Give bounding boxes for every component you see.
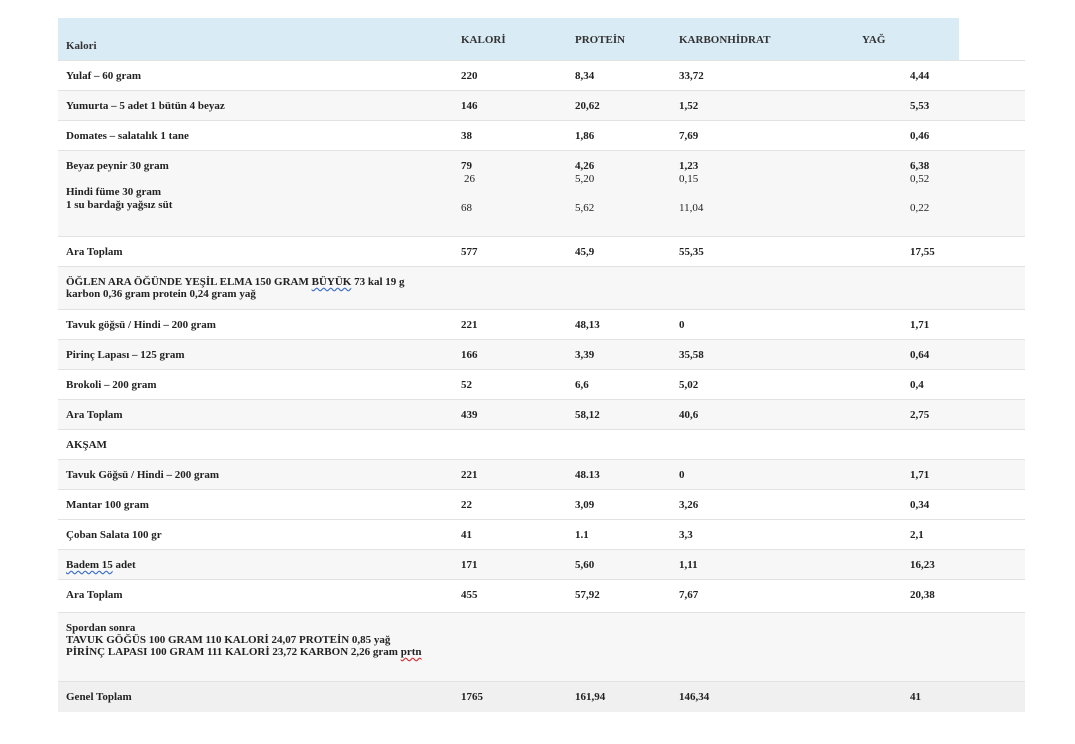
carb-value: 5,02 (679, 379, 699, 391)
fat-value: 6,38 (910, 160, 930, 172)
table-row (58, 519, 1025, 550)
calorie-value: 166 (461, 349, 478, 361)
carb-value: 3,3 (679, 529, 693, 541)
food-name: Tavuk Göğsü / Hindi – 200 gram (66, 469, 220, 481)
carb-value: 35,58 (679, 349, 704, 361)
noon-note-text: ÖĞLEN ARA ÖĞÜNDE YEŞİL ELMA 150 GRAM (66, 276, 312, 288)
fat-value: 0,22 (910, 202, 930, 214)
food-name: Yulaf – 60 gram (66, 70, 142, 82)
section-noon (58, 266, 1025, 310)
carb-value: 0 (679, 469, 685, 481)
post-workout-text: TAVUK GÖĞÜS 100 GRAM 110 KALORİ 24,07 PROTEİN 0,85 yağ (66, 634, 391, 646)
fat-value: 5,53 (910, 100, 930, 112)
calorie-value: 455 (461, 589, 478, 601)
header-protein: PROTEİN (575, 34, 626, 46)
protein-value: 48,13 (575, 319, 600, 331)
subtotal-label: Ara Toplam (66, 589, 123, 601)
protein-value: 5,62 (575, 202, 595, 214)
food-name: Domates – salatalık 1 tane (66, 130, 189, 142)
food-name: 1 su bardağı yağsız süt (66, 199, 173, 211)
food-name: Tavuk göğsü / Hindi – 200 gram (66, 319, 216, 331)
protein-value: 3,39 (575, 349, 595, 361)
noon-note-text: BÜYÜK (311, 276, 352, 288)
food-name (66, 559, 136, 571)
table-row (58, 369, 1025, 400)
subtotal-row (58, 579, 1025, 613)
protein-value: 1,86 (575, 130, 595, 142)
protein-value: 5,60 (575, 559, 595, 571)
calorie-value: 577 (461, 246, 478, 258)
table-row (58, 120, 1025, 151)
food-name: Beyaz peynir 30 gram (66, 160, 169, 172)
header-calorie: KALORİ (461, 34, 506, 46)
subtotal-row (58, 399, 1025, 430)
calorie-value: 38 (461, 130, 472, 142)
table-row (58, 90, 1025, 121)
calorie-value: 146 (461, 100, 478, 112)
noon-note (66, 276, 405, 300)
protein-value: 8,34 (575, 70, 595, 82)
fat-value: 41 (910, 691, 921, 703)
table-row-multi (58, 150, 1025, 237)
calorie-value: 221 (461, 469, 478, 481)
fat-value: 1,71 (910, 469, 930, 481)
fat-value: 16,23 (910, 559, 935, 571)
fat-value: 4,44 (910, 70, 930, 82)
noon-note-text: karbon 0,36 gram protein 0,24 gram yağ (66, 288, 256, 300)
protein-value: 5,20 (575, 173, 595, 185)
food-name: Yumurta – 5 adet 1 bütün 4 beyaz (66, 100, 225, 112)
carb-value: 7,69 (679, 130, 699, 142)
protein-value: 20,62 (575, 100, 600, 112)
section-post-workout (58, 612, 1025, 682)
fat-value: 0,4 (910, 379, 924, 391)
calorie-value: 220 (461, 70, 478, 82)
food-name: Hindi füme 30 gram (66, 186, 162, 198)
header-carb: KARBONHİDRAT (679, 34, 771, 46)
calorie-value: 439 (461, 409, 478, 421)
post-workout-text: prtn (400, 646, 422, 658)
fat-value: 20,38 (910, 589, 935, 601)
fat-value: 0,34 (910, 499, 930, 511)
protein-value: 45,9 (575, 246, 595, 258)
carb-value: 11,04 (679, 202, 704, 214)
table-row (58, 459, 1025, 490)
food-name-part: adet (112, 559, 136, 571)
carb-value: 55,35 (679, 246, 704, 258)
table-row (58, 489, 1025, 520)
food-name: Çoban Salata 100 gr (66, 529, 162, 541)
carb-value: 0 (679, 319, 685, 331)
total-row (58, 681, 1025, 712)
calorie-value: 221 (461, 319, 478, 331)
table-row (58, 549, 1025, 580)
fat-value: 0,52 (910, 173, 930, 185)
calorie-value: 68 (461, 202, 472, 214)
calorie-value: 171 (461, 559, 478, 571)
fat-value: 0,64 (910, 349, 930, 361)
carb-value: 1,52 (679, 100, 699, 112)
fat-value: 1,71 (910, 319, 930, 331)
total-label: Genel Toplam (66, 691, 132, 703)
food-name: Brokoli – 200 gram (66, 379, 157, 391)
table-header (58, 18, 959, 60)
protein-value: 48.13 (575, 469, 600, 481)
food-name: Mantar 100 gram (66, 499, 149, 511)
protein-value: 3,09 (575, 499, 595, 511)
carb-value: 40,6 (679, 409, 699, 421)
section-evening (58, 429, 1025, 460)
calorie-value: 79 (461, 160, 472, 172)
protein-value: 58,12 (575, 409, 600, 421)
calorie-value: 41 (461, 529, 472, 541)
carb-value: 1,11 (679, 559, 698, 571)
evening-label: AKŞAM (66, 439, 107, 451)
post-workout-text: Spordan sonra (66, 622, 136, 634)
header-fat: YAĞ (862, 34, 886, 46)
carb-value: 0,15 (679, 173, 699, 185)
fat-value: 2,75 (910, 409, 930, 421)
carb-value: 1,23 (679, 160, 699, 172)
carb-value: 33,72 (679, 70, 704, 82)
calorie-value: 52 (461, 379, 472, 391)
protein-value: 6,6 (575, 379, 589, 391)
carb-value: 146,34 (679, 691, 710, 703)
subtotal-row (58, 236, 1025, 267)
table-row (58, 60, 1025, 91)
calorie-value: 22 (461, 499, 472, 511)
noon-note-text: 73 kal 19 g (351, 276, 405, 288)
subtotal-label: Ara Toplam (66, 409, 123, 421)
protein-value: 4,26 (575, 160, 595, 172)
post-workout-note (66, 622, 421, 658)
food-name: Pirinç Lapası – 125 gram (66, 349, 185, 361)
header-food: Kalori (66, 40, 97, 52)
fat-value: 17,55 (910, 246, 935, 258)
subtotal-label: Ara Toplam (66, 246, 123, 258)
fat-value: 2,1 (910, 529, 924, 541)
protein-value: 1.1 (575, 529, 589, 541)
protein-value: 161,94 (575, 691, 606, 703)
fat-value: 0,46 (910, 130, 930, 142)
carb-value: 7,67 (679, 589, 699, 601)
carb-value: 3,26 (679, 499, 699, 511)
table-row (58, 309, 1025, 340)
calorie-value: 26 (464, 173, 475, 185)
calorie-value: 1765 (461, 691, 483, 703)
post-workout-text: PİRİNÇ LAPASI 100 GRAM 111 KALORİ 23,72 KARBON 2,26 gram (66, 646, 401, 658)
food-name-part: Badem 15 (66, 559, 113, 571)
table-row (58, 339, 1025, 370)
protein-value: 57,92 (575, 589, 600, 601)
